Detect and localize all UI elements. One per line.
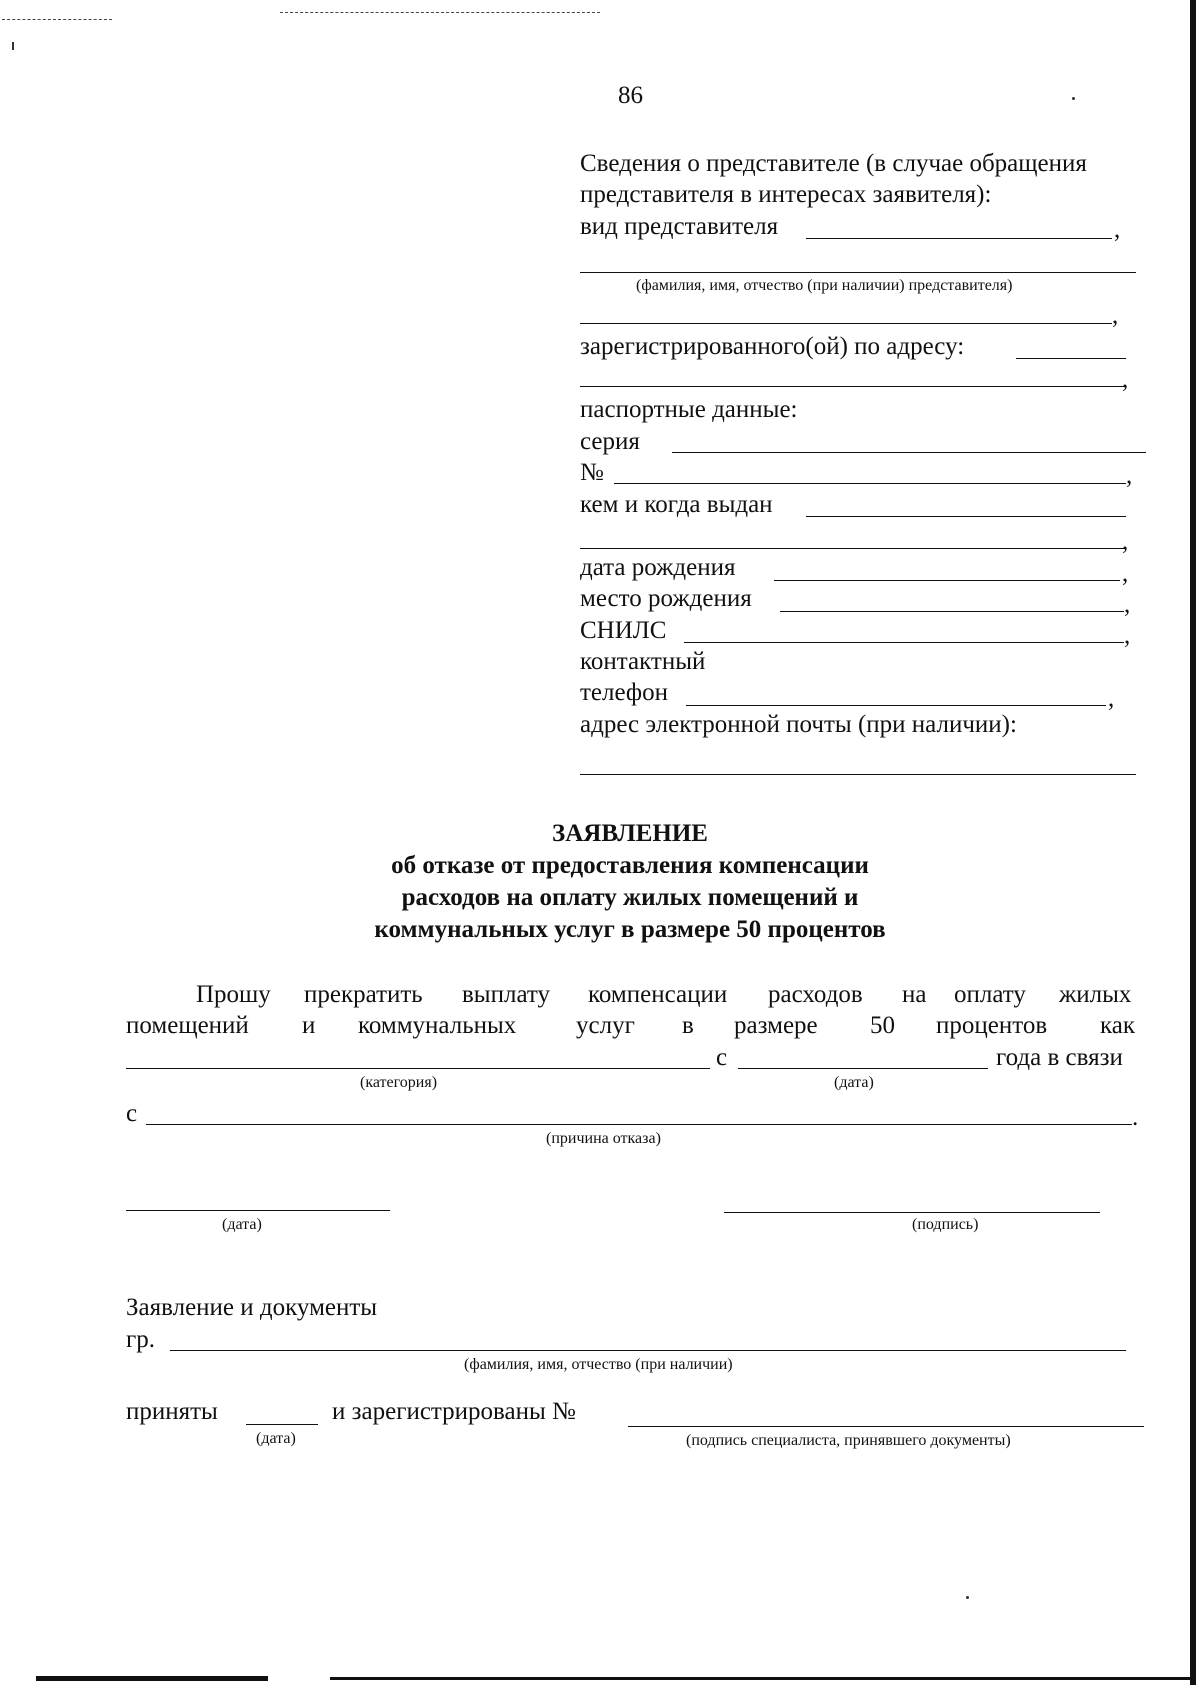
scan-edge-bottom-left: [36, 1676, 268, 1681]
contact-label: контактный: [580, 648, 706, 675]
comma: ,: [1122, 366, 1129, 393]
reason-line[interactable]: [146, 1124, 1132, 1125]
para-word: прекратить: [304, 981, 423, 1008]
para-word: расходов: [768, 981, 863, 1008]
representative-heading-line1: Сведения о представителе (в случае обращения: [580, 150, 1087, 177]
passport-label: паспортные данные:: [580, 396, 798, 423]
document-subtitle-line1: об отказе от предоставления компенсации: [391, 852, 869, 879]
receipt-specialist-line[interactable]: [628, 1426, 1144, 1427]
receipt-registered-label: и зарегистрированы №: [332, 1398, 576, 1425]
para-word: процентов: [936, 1012, 1048, 1039]
snils-line[interactable]: [684, 642, 1124, 643]
representative-fio-caption: (фамилия, имя, отчество (при наличии) представителя): [636, 277, 1013, 294]
phone-line[interactable]: [686, 705, 1106, 706]
scan-speck: [12, 42, 14, 50]
para-word: компенсации: [588, 981, 728, 1008]
comma: ,: [1112, 302, 1119, 329]
para-word: Прошу: [196, 981, 271, 1008]
comma: ,: [1114, 216, 1121, 243]
comma: ,: [1122, 528, 1129, 555]
document-subtitle-line2: расходов на оплату жилых помещений и: [401, 884, 859, 911]
para-word: оплату: [954, 981, 1026, 1008]
para-word: как: [1100, 1012, 1136, 1039]
representative-kind-label: вид представителя: [580, 213, 779, 240]
scan-artifact-top-left: [2, 19, 112, 20]
para-word: коммунальных: [358, 1012, 517, 1039]
representative-fio-line[interactable]: [580, 272, 1136, 273]
receipt-date-caption: (дата): [256, 1430, 296, 1447]
para-word: выплату: [462, 981, 551, 1008]
receipt-accepted-date-line[interactable]: [246, 1424, 318, 1425]
birth-date-label: дата рождения: [580, 554, 736, 581]
email-label: адрес электронной почты (при наличии):: [580, 711, 1017, 738]
receipt-gr-label: гр.: [126, 1326, 156, 1353]
scan-edge-bottom: [330, 1677, 1192, 1680]
issued-by-line-2[interactable]: [580, 548, 1126, 549]
para-word: на: [902, 981, 927, 1008]
signature-date-line[interactable]: [126, 1210, 390, 1211]
category-caption: (категория): [360, 1074, 438, 1091]
comma: ,: [1108, 685, 1115, 712]
scan-speck: [1072, 97, 1075, 100]
receipt-heading: Заявление и документы: [126, 1294, 378, 1321]
passport-series-label: серия: [580, 428, 640, 455]
representative-fio-line-2[interactable]: [580, 323, 1112, 324]
signature-line[interactable]: [724, 1212, 1100, 1213]
issued-by-label: кем и когда выдан: [580, 491, 773, 518]
birth-place-label: место рождения: [580, 585, 752, 612]
start-date-caption: (дата): [834, 1074, 874, 1091]
para-word: в: [682, 1012, 694, 1039]
passport-series-line[interactable]: [672, 452, 1146, 453]
document-subtitle-line3: коммунальных услуг в размере 50 процентов: [374, 916, 886, 943]
comma: ,: [1126, 462, 1133, 489]
passport-number-line[interactable]: [614, 483, 1126, 484]
comma: ,: [1124, 591, 1131, 618]
document-title: ЗАЯВЛЕНИЕ: [552, 820, 708, 847]
signature-caption: (подпись): [912, 1216, 979, 1233]
para-word: и: [302, 1012, 316, 1039]
reason-caption: (причина отказа): [546, 1130, 661, 1147]
registered-address-line-2[interactable]: [580, 386, 1126, 387]
comma: ,: [1122, 560, 1129, 587]
para-word: услуг: [576, 1012, 635, 1039]
comma: ,: [1124, 622, 1131, 649]
representative-heading-line2: представителя в интересах заявителя):: [580, 181, 992, 208]
scan-artifact-top-center: [280, 12, 600, 13]
s-word: с: [716, 1044, 728, 1071]
birth-date-line[interactable]: [774, 580, 1120, 581]
receipt-fio-caption: (фамилия, имя, отчество (при наличии): [464, 1356, 733, 1373]
passport-number-label: №: [580, 459, 604, 486]
para-word: помещений: [126, 1012, 249, 1039]
email-line[interactable]: [580, 774, 1136, 775]
start-date-line[interactable]: [738, 1068, 988, 1069]
registered-address-label: зарегистрированного(ой) по адресу:: [580, 333, 965, 360]
birth-place-line[interactable]: [780, 611, 1124, 612]
year-tail-text: года в связи: [996, 1044, 1123, 1071]
reason-prefix: с: [126, 1100, 138, 1127]
issued-by-line[interactable]: [806, 516, 1126, 517]
para-word: размере: [734, 1012, 818, 1039]
signature-date-caption: (дата): [222, 1216, 262, 1233]
page-number: 86: [618, 82, 643, 109]
receipt-fio-line[interactable]: [170, 1350, 1126, 1351]
receipt-specialist-caption: (подпись специалиста, принявшего документы): [686, 1432, 1011, 1449]
category-line[interactable]: [126, 1068, 710, 1069]
para-word: 50: [870, 1012, 895, 1039]
snils-label: СНИЛС: [580, 617, 667, 644]
registered-address-line[interactable]: [1016, 358, 1126, 359]
receipt-accepted-label: приняты: [126, 1398, 218, 1425]
representative-kind-line[interactable]: [806, 238, 1112, 239]
para-word: жилых: [1059, 981, 1132, 1008]
reason-period: .: [1132, 1104, 1139, 1131]
phone-label: телефон: [580, 679, 668, 706]
scan-speck: [966, 1596, 969, 1599]
